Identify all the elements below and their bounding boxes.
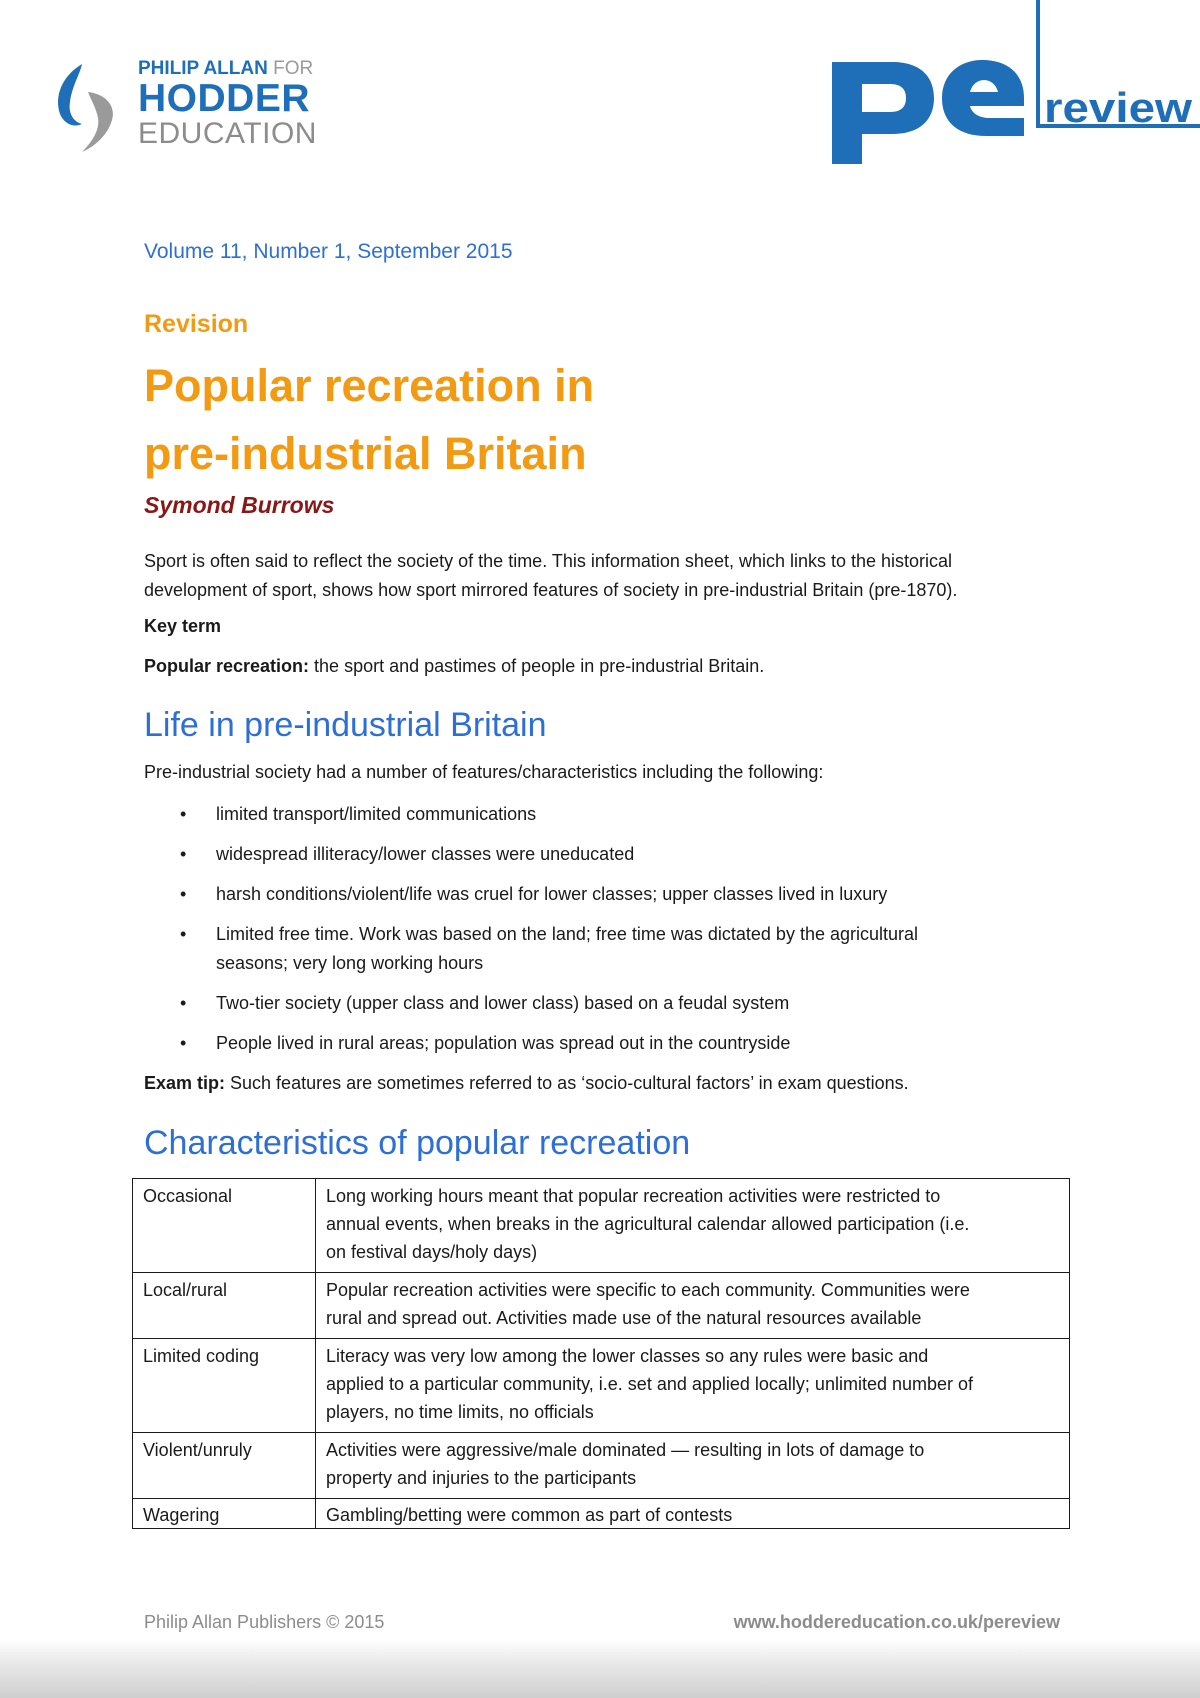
hodder-mark-icon (52, 62, 122, 154)
features-list (144, 800, 1084, 1069)
table-cell-term: Limited coding (133, 1339, 316, 1433)
key-term-heading: Key term (144, 616, 222, 636)
bullet-icon: • (180, 804, 187, 824)
table-row (133, 1339, 1070, 1433)
exam-tip-text: Such features are sometimes referred to as ‘socio-cultural factors’ in exam questions. (225, 1073, 909, 1093)
bullet-icon: • (180, 884, 187, 904)
characteristics-table (132, 1178, 1070, 1529)
bullet-icon: • (180, 924, 187, 944)
bullet-icon: • (180, 993, 187, 1013)
footer-url[interactable]: www.hoddereducation.co.uk/pereview (733, 1612, 1060, 1632)
table-cell-description: Gambling/betting were common as part of contests (316, 1499, 1070, 1529)
hodder-education-logo (52, 58, 352, 158)
pe-review-logo (830, 0, 1200, 170)
list-item: • harsh conditions/violent/life was cruel for lower classes; upper classes lived in luxury (144, 880, 1084, 909)
key-term-text: the sport and pastimes of people in pre-industrial Britain. (309, 656, 765, 676)
intro-paragraph (144, 547, 1084, 605)
list-item: • Limited free time. Work was based on the land; free time was dictated by the agricultural seasons; very long working hours (144, 920, 1084, 978)
bullet-icon: • (180, 1033, 187, 1053)
section-heading-life: Life in pre-industrial Britain (144, 706, 547, 744)
key-term-term: Popular recreation: (144, 656, 310, 676)
page-title (144, 352, 1044, 488)
issue-info: Volume 11, Number 1, September 2015 (144, 240, 513, 263)
table-cell-term: Violent/unruly (133, 1433, 316, 1499)
publisher-line1: PHILIP ALLAN (138, 58, 268, 79)
list-item: • Two-tier society (upper class and lower class) based on a feudal system (144, 989, 1084, 1018)
list-item: • widespread illiteracy/lower classes were uneducated (144, 840, 1084, 869)
table-cell-term: Wagering (133, 1499, 316, 1529)
footer-copyright: Philip Allan Publishers © 2015 (144, 1612, 385, 1632)
publisher-for: FOR (273, 58, 314, 79)
section-heading-characteristics: Characteristics of popular recreation (144, 1124, 691, 1162)
publisher-line3: EDUCATION (138, 117, 317, 150)
table-cell-description: Popular recreation activities were specific to each community. Communities were rural and spread out. Activities made use of the natural resources available (316, 1273, 1070, 1339)
table-cell-description: Literacy was very low among the lower classes so any rules were basic and applied to a particular community, i.e. set and applied locally; unlimited number of players, no time limits, no officials (316, 1339, 1070, 1433)
table-row (133, 1499, 1070, 1529)
title-line-2: pre-industrial Britain (144, 428, 587, 479)
bullet-icon: • (180, 844, 187, 864)
logo-review-text: review (1044, 84, 1193, 131)
intro-line-1: Sport is often said to reflect the society of the time. This information sheet, which links to the historical (144, 551, 953, 571)
exam-tip-label: Exam tip: (144, 1073, 226, 1093)
table-cell-description: Activities were aggressive/male dominated — resulting in lots of damage to property and injuries to the participants (316, 1433, 1070, 1499)
author-name: Symond Burrows (144, 492, 335, 518)
section-label: Revision (144, 310, 249, 338)
table-cell-description: Long working hours meant that popular recreation activities were restricted to annual events, when breaks in the agricultural calendar allowed participation (i.e. on festival days/holy days) (316, 1179, 1070, 1273)
page-bottom-shadow (0, 1640, 1200, 1698)
table-row (133, 1179, 1070, 1273)
exam-tip (144, 1073, 909, 1094)
table-row (133, 1273, 1070, 1339)
title-line-1: Popular recreation in (144, 360, 595, 411)
list-item: • limited transport/limited communications (144, 800, 1084, 829)
table-cell-term: Occasional (133, 1179, 316, 1273)
table-row (133, 1433, 1070, 1499)
key-term-definition (144, 656, 764, 677)
table-cell-term: Local/rural (133, 1273, 316, 1339)
publisher-line2: HODDER (138, 77, 311, 120)
life-intro: Pre-industrial society had a number of features/characteristics including the following: (144, 762, 824, 782)
list-item: • People lived in rural areas; population was spread out in the countryside (144, 1029, 1084, 1058)
intro-line-2: development of sport, shows how sport mirrored features of society in pre-industrial Britain (pre-1870). (144, 580, 958, 600)
